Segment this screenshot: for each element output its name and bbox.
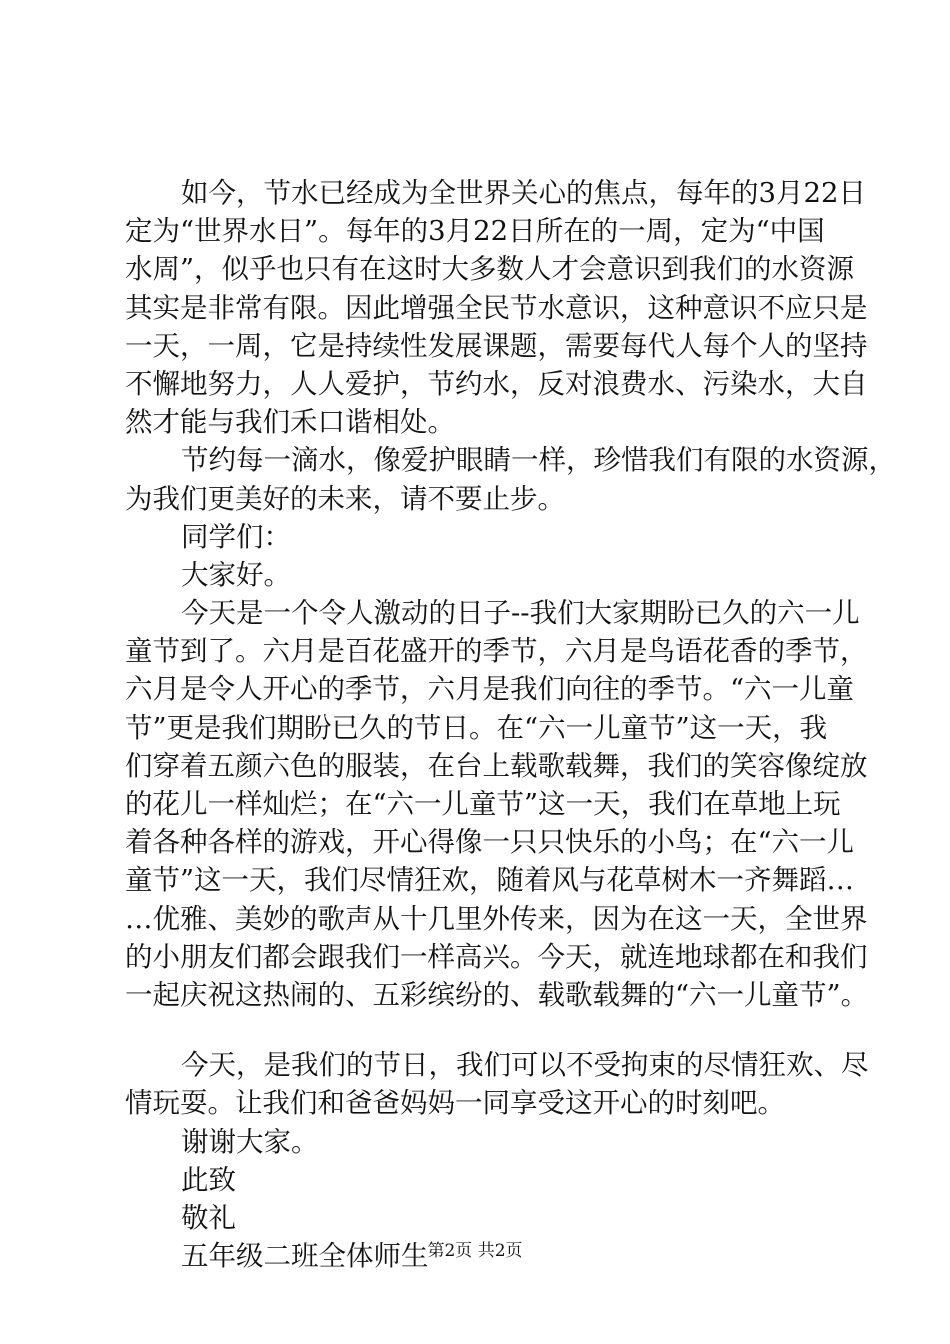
paragraph-water-saving	[125, 174, 868, 441]
document-body	[125, 174, 896, 1275]
closing-line: 敬礼	[181, 1201, 236, 1234]
thanks-line: 谢谢大家。	[181, 1125, 319, 1158]
text-line: 定为“世界水日”。每年的3月22日所在的一周，定为“中国	[125, 215, 825, 248]
text-line: 水周”，似乎也只有在这时大多数人才会意识到我们的水资源	[125, 253, 855, 286]
text-line: 今天，是我们的节日，我们可以不受拘束的尽情狂欢、尽	[181, 1049, 869, 1082]
text-line: 着各种各样的游戏，开心得像一只只快乐的小鸟；在“六一儿	[125, 826, 855, 859]
paragraph-our-festival	[125, 1046, 869, 1122]
text-line: 们穿着五颜六色的服装，在台上载歌载舞，我们的笑容像绽放	[125, 749, 868, 782]
text-line: 然才能与我们禾口谐相处。	[125, 406, 455, 439]
text-line: 一天，一周，它是持续性发展课题，需要每代人每个人的坚持	[125, 329, 868, 362]
page-number: 第2页 共2页	[427, 1241, 523, 1261]
closing-line: 此致	[181, 1163, 236, 1196]
text-line: 情玩耍。让我们和爸爸妈妈一同享受这开心的时刻吧。	[125, 1087, 785, 1120]
text-line: 其实是非常有限。因此增强全民节水意识，这种意识不应只是	[125, 291, 868, 324]
text-line: 节约每一滴水，像爱护眼睛一样，珍惜我们有限的水资源，	[181, 444, 896, 477]
signature: 五年级二班全体师生	[181, 1240, 429, 1273]
text-line: 一起庆祝这热闹的、五彩缤纷的、载歌载舞的“六一儿童节”。	[125, 978, 869, 1011]
paragraph-cherish-water	[125, 441, 896, 517]
text-line: 六月是令人开心的季节，六月是我们向往的季节。“六一儿童	[125, 673, 855, 706]
text-line: 的花儿一样灿烂；在“六一儿童节”这一天，我们在草地上玩	[125, 788, 841, 820]
text-line: 童节”这一天，我们尽情狂欢，随着风与花草树木一齐舞蹈…	[125, 864, 855, 897]
text-line: 不懈地努力，人人爱护，节约水，反对浪费水、污染水，大自	[125, 367, 868, 400]
text-line: 童节到了。六月是百花盛开的季节，六月是鸟语花香的季节，	[125, 635, 868, 668]
text-line: 今天是一个令人激动的日子--我们大家期盼已久的六一儿	[181, 597, 860, 630]
greeting: 大家好。	[181, 558, 291, 591]
text-line: 节”更是我们期盼已久的节日。在“六一儿童节”这一天，我	[125, 711, 828, 744]
text-line: 的小朋友们都会跟我们一样高兴。今天，就连地球都在和我们	[125, 940, 868, 973]
paragraph-childrens-day	[125, 594, 869, 1014]
paragraph-spacer	[125, 1014, 850, 1046]
page-footer	[0, 1240, 950, 1262]
text-line: 如今，节水已经成为全世界关心的焦点，每年的3月22日	[181, 177, 866, 209]
text-line: 为我们更美好的未来，请不要止步。	[125, 482, 565, 515]
salutation: 同学们：	[181, 520, 291, 553]
text-line: …优雅、美妙的歌声从十几里外传来，因为在这一天，全世界	[125, 902, 868, 935]
